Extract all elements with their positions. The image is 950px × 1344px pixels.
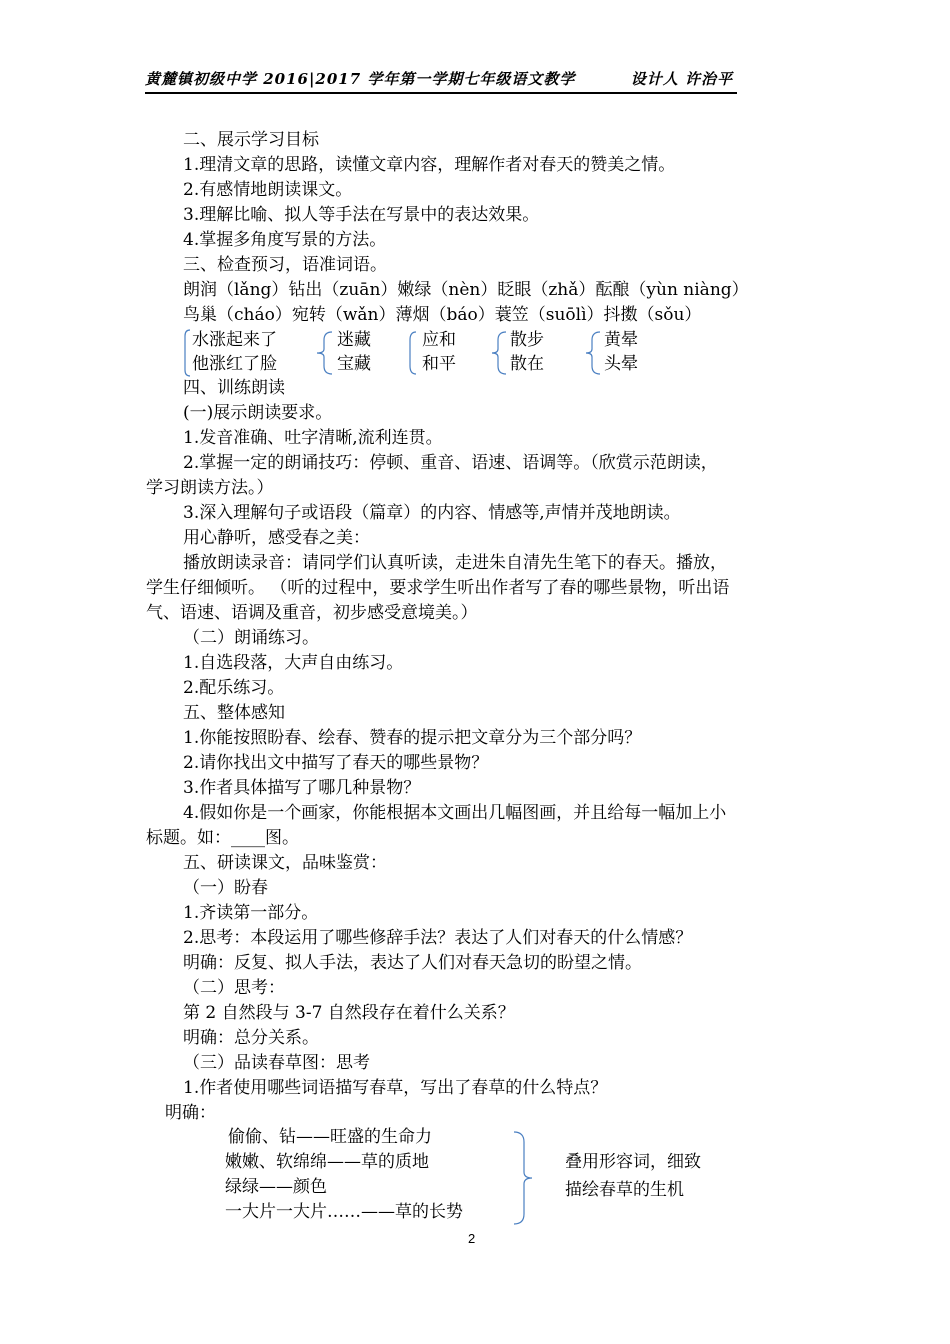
header-designer: 设计人 许治平 xyxy=(630,70,733,88)
vocab-line-2: 鸟巢（cháo）宛转（wǎn）薄烟（báo）蓑笠（suōlì）抖擞（sǒu） xyxy=(183,305,702,325)
goal-4: 4.掌握多角度写景的方法。 xyxy=(183,230,387,250)
heading-overall-perception: 五、整体感知 xyxy=(183,703,285,723)
listen-intro: 用心静听，感受春之美： xyxy=(183,528,370,548)
word-group-3-b: 和平 xyxy=(422,354,456,374)
heading-learning-goals: 二、展示学习目标 xyxy=(183,130,319,150)
step-think: 2.思考：本段运用了哪些修辞手法？表达了人们对春天的什么情感？ xyxy=(183,928,693,948)
grass-summary-1: 叠用形容词，细致 xyxy=(565,1152,701,1172)
question-3: 3.作者具体描写了哪几种景物？ xyxy=(183,778,421,798)
word-group-1-b: 他涨红了脸 xyxy=(192,354,277,374)
subheading-spring-grass: （三）品读春草图：思考 xyxy=(183,1053,370,1073)
word-group-4-a: 散步 xyxy=(510,330,544,350)
goal-1: 1.理清文章的思路，读懂文章内容，理解作者对春天的赞美之情。 xyxy=(183,155,676,175)
question-4-cont: 标题。如：____图。 xyxy=(146,828,299,848)
grass-item-1: 偷偷、钻——旺盛的生命力 xyxy=(228,1127,432,1147)
header-school-course: 黄麓镇初级中学 2016|2017 学年第一学期七年级语文教学 xyxy=(145,70,576,88)
word-group-4-b: 散在 xyxy=(510,354,544,374)
word-group-2-a: 迷藏 xyxy=(337,330,371,350)
subheading-reading-requirements: (一)展示朗读要求。 xyxy=(183,403,333,423)
subheading-longing-spring: （一）盼春 xyxy=(183,878,268,898)
grass-item-3: 绿绿——颜色 xyxy=(225,1177,327,1197)
subheading-recitation-practice: （二）朗诵练习。 xyxy=(183,628,319,648)
grass-item-2: 嫩嫩、软绵绵——草的质地 xyxy=(225,1152,429,1172)
word-group-5-b: 头晕 xyxy=(604,354,638,374)
heading-study-text: 五、研读课文，品味鉴赏： xyxy=(183,853,387,873)
practice-2: 2.配乐练习。 xyxy=(183,678,285,698)
grass-item-4: 一大片一大片……——草的长势 xyxy=(225,1202,463,1222)
question-paragraph-relation: 第 2 自然段与 3-7 自然段存在着什么关系？ xyxy=(183,1003,515,1023)
recording-instruction: 播放朗读录音：请同学们认真听读，走进朱自清先生笔下的春天。播放， xyxy=(183,553,727,573)
grass-summary-brace xyxy=(512,1130,536,1226)
question-1: 1.你能按照盼春、绘春、赞春的提示把文章分为三个部分吗？ xyxy=(183,728,642,748)
word-group-2-b: 宝藏 xyxy=(337,354,371,374)
heading-preview-check: 三、检查预习，语准词语。 xyxy=(183,255,387,275)
question-spring-grass: 1.作者使用哪些词语描写春草，写出了春草的什么特点？ xyxy=(183,1078,608,1098)
recording-instruction-cont-2: 气、语速、语调及重音，初步感受意境美。） xyxy=(146,603,478,623)
step-read-part-1: 1.齐读第一部分。 xyxy=(183,903,319,923)
answer-label: 明确： xyxy=(165,1103,216,1123)
brace-group-5 xyxy=(584,330,602,376)
requirement-1: 1.发音准确、吐字清晰,流利连贯。 xyxy=(183,428,443,448)
brace-group-1 xyxy=(182,328,192,378)
word-group-5-a: 黄晕 xyxy=(604,330,638,350)
practice-1: 1.自选段落，大声自由练习。 xyxy=(183,653,404,673)
word-group-1-a: 水涨起来了 xyxy=(192,330,277,350)
grass-summary-2: 描绘春草的生机 xyxy=(565,1180,684,1200)
page-number: 2 xyxy=(468,1231,476,1246)
question-4: 4.假如你是一个画家，你能根据本文画出几幅图画，并且给每一幅加上小 xyxy=(183,803,727,823)
answer-rhetoric: 明确：反复、拟人手法，表达了人们对春天急切的盼望之情。 xyxy=(183,953,642,973)
question-2: 2.请你找出文中描写了春天的哪些景物？ xyxy=(183,753,489,773)
brace-group-2 xyxy=(314,330,334,376)
brace-group-4 xyxy=(490,330,508,376)
goal-2: 2.有感情地朗读课文。 xyxy=(183,180,353,200)
vocab-line-1: 朗润（lǎng）钻出（zuān）嫩绿（nèn）眨眼（zhǎ）酝酿（yùn niàng） xyxy=(183,280,749,300)
goal-3: 3.理解比喻、拟人等手法在写景中的表达效果。 xyxy=(183,205,540,225)
answer-paragraph-relation: 明确：总分关系。 xyxy=(183,1028,319,1048)
heading-reading-training: 四、训练朗读 xyxy=(183,378,285,398)
word-group-3-a: 应和 xyxy=(422,330,456,350)
requirement-2: 2.掌握一定的朗诵技巧：停顿、重音、语速、语调等。（欣赏示范朗读， xyxy=(183,453,718,473)
page-header xyxy=(145,68,737,94)
requirement-3: 3.深入理解句子或语段（篇章）的内容、情感等,声情并茂地朗读。 xyxy=(183,503,681,523)
brace-group-3 xyxy=(402,330,418,376)
subheading-think: （二）思考： xyxy=(183,978,285,998)
requirement-2-cont: 学习朗读方法。） xyxy=(146,478,274,498)
recording-instruction-cont-1: 学生仔细倾听。 （听的过程中，要求学生听出作者写了春的哪些景物，听出语 xyxy=(146,578,730,598)
